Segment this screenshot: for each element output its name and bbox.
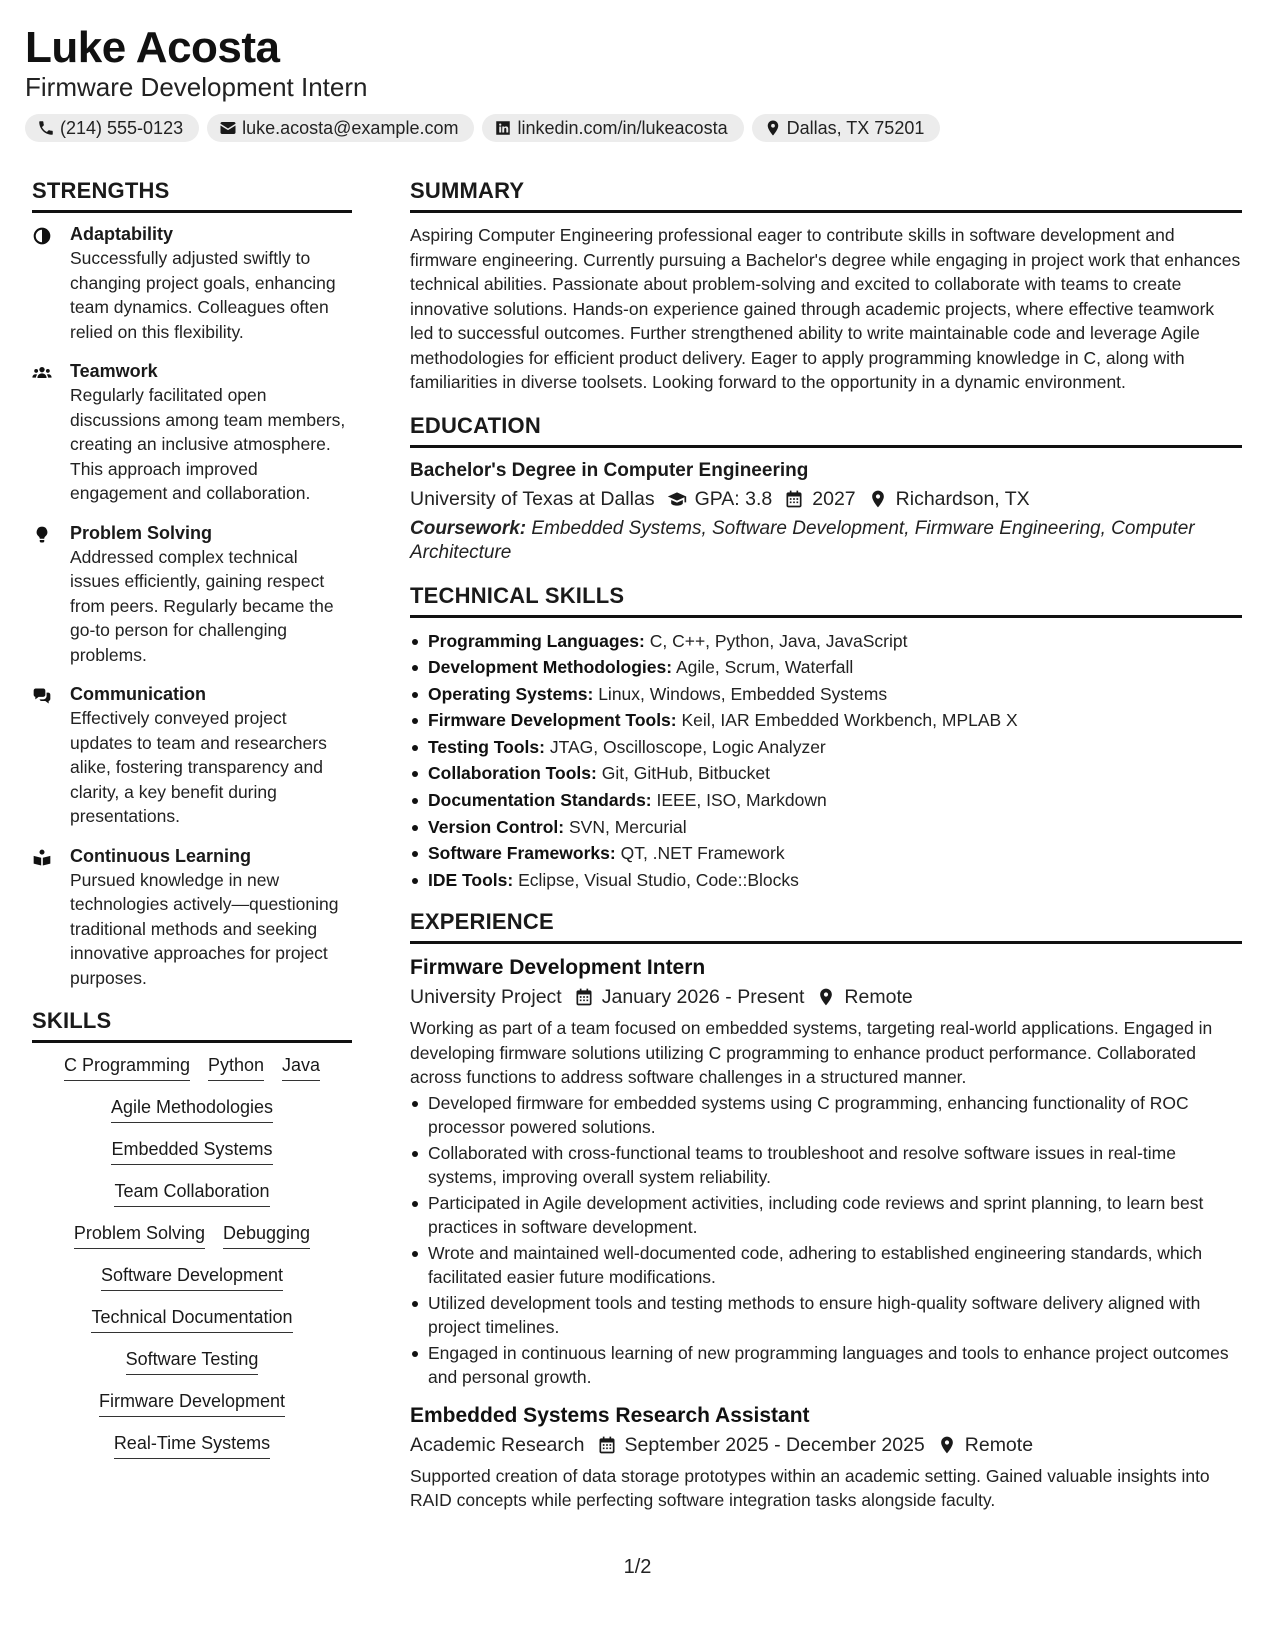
comments-icon [32, 686, 52, 706]
skill-tag: Agile Methodologies [111, 1095, 273, 1123]
skill-value: Git, GitHub, Bitbucket [601, 763, 770, 784]
skill-label: Version Control: [428, 816, 565, 837]
skill-label: Operating Systems: [428, 683, 594, 704]
skill-value: Eclipse, Visual Studio, Code::Blocks [518, 869, 799, 890]
list-item [410, 681, 1242, 708]
list-item [410, 867, 1242, 894]
list-item [410, 840, 1242, 867]
skills-list [32, 1053, 352, 1473]
skill-value: Keil, IAR Embedded Workbench, MPLAB X [681, 710, 1018, 731]
list-item [410, 707, 1242, 734]
contact-linkedin-text: linkedin.com/in/lukeacosta [517, 117, 728, 138]
skill-label: Collaboration Tools: [428, 763, 597, 784]
job-location: Remote [964, 1433, 1034, 1456]
strength-title: Teamwork [70, 361, 158, 381]
strength-title: Problem Solving [70, 522, 213, 543]
job-meta [410, 982, 1242, 1012]
lightbulb-icon [32, 525, 52, 545]
job-bullets [410, 1091, 1242, 1390]
map-pin-icon [764, 119, 782, 137]
phone-icon [37, 119, 55, 137]
degree-title: Bachelor's Degree in Computer Engineering [410, 459, 809, 481]
education-heading: EDUCATION [410, 413, 1242, 448]
map-pin-icon [816, 987, 836, 1007]
skill-tag: Python [208, 1053, 264, 1081]
job-title: Embedded Systems Research Assistant [410, 1403, 810, 1427]
resume-header [25, 22, 1250, 142]
skill-label: Programming Languages: [428, 630, 645, 651]
map-pin-icon [868, 489, 888, 509]
school-location: Richardson, TX [895, 487, 1030, 510]
linkedin-icon [494, 119, 512, 137]
strength-title: Communication [70, 684, 207, 704]
contact-linkedin[interactable] [482, 114, 743, 142]
contact-phone-text: (214) 555-0123 [60, 117, 184, 138]
job-description: Working as part of a team focused on embedded systems, targeting real-world applications. Engaged in developing firmware solutions utilizing C programming to enhance product performance. Collaborated across functions to address software challenges in a structured manner. [410, 1018, 1213, 1088]
strength-item [32, 223, 352, 344]
list-item [410, 654, 1242, 681]
summary-heading: SUMMARY [410, 178, 1242, 213]
experience-entry [410, 954, 1242, 1390]
graduation-cap-icon [667, 489, 687, 509]
coursework-list: Embedded Systems, Software Development, Firmware Engineering, Computer Architecture [410, 517, 1195, 563]
right-column [410, 178, 1242, 1513]
list-item: Participated in Agile development activities, including code reviews and sprint planning, to learn best practices in software development. [410, 1191, 1242, 1240]
skill-label: IDE Tools: [428, 869, 514, 890]
education-meta [410, 484, 1242, 514]
skill-tag: Debugging [223, 1221, 310, 1249]
list-item: Wrote and maintained well-documented code, adhering to established engineering standards, which facilitated easier future modifications. [410, 1241, 1242, 1290]
job-description: Supported creation of data storage prototypes within an academic setting. Gained valuable insights into RAID concepts while perfecting software integration tasks alongside faculty. [410, 1465, 1210, 1511]
grad-year: 2027 [812, 487, 856, 510]
strength-item [32, 683, 352, 829]
job-title: Firmware Development Intern [410, 956, 706, 980]
envelope-icon [219, 119, 237, 137]
list-item [410, 628, 1242, 655]
strengths-heading: STRENGTHS [32, 178, 352, 213]
list-item: Developed firmware for embedded systems using C programming, enhancing functionality of ROC processor powered solutions. [410, 1091, 1242, 1140]
summary-text: Aspiring Computer Engineering professional eager to contribute skills in software development and firmware engineering. Currently pursuing a Bachelor's degree while engaging in project work that enhances technical abilities. Passionate about problem-solving and excited to collaborate with teams to create innovative solutions. Hands-on experience gained through academic projects, where effective teamwork led to successful outcomes. Further strengthened ability to write maintainable code and leverage Agile methodologies for efficient product delivery. Eager to apply programming knowledge in C, along with familiarities in diverse toolsets. Looking forward to the opportunity in a dynamic environment. [410, 225, 1241, 392]
job-location: Remote [844, 986, 913, 1009]
contact-email-text: luke.acosta@example.com [242, 117, 459, 138]
strength-item [32, 360, 352, 506]
list-item [410, 787, 1242, 814]
list-item: Engaged in continuous learning of new programming languages and tools to enhance project outcomes and personal growth. [410, 1341, 1242, 1390]
skill-value: QT, .NET Framework [620, 843, 785, 864]
gpa: GPA: 3.8 [694, 487, 773, 510]
skills-heading: SKILLS [32, 1008, 352, 1043]
job-dates: September 2025 - December 2025 [624, 1433, 925, 1456]
skill-label: Development Methodologies: [428, 657, 673, 678]
skill-tag: Software Development [101, 1263, 283, 1291]
strength-desc: Addressed complex technical issues efficiently, gaining respect from peers. Regularly became the go-to person for challenging problems. [70, 546, 334, 665]
candidate-role: Firmware Development Intern [25, 72, 368, 102]
skill-label: Documentation Standards: [428, 790, 652, 811]
list-item [410, 734, 1242, 761]
school-name: University of Texas at Dallas [410, 487, 655, 510]
skill-label: Firmware Development Tools: [428, 710, 677, 731]
skill-tag: C Programming [64, 1053, 190, 1081]
contact-location [752, 114, 941, 142]
list-item [410, 814, 1242, 841]
left-column [32, 178, 352, 1473]
skill-label: Software Frameworks: [428, 843, 616, 864]
calendar-icon [784, 489, 804, 509]
strength-desc: Pursued knowledge in new technologies actively—questioning traditional methods and seeking innovative approaches for project purposes. [70, 869, 339, 988]
contact-email[interactable] [207, 114, 474, 142]
job-org: University Project [410, 986, 562, 1009]
skill-value: Linux, Windows, Embedded Systems [598, 683, 888, 704]
calendar-icon [597, 1435, 617, 1455]
strength-title: Adaptability [70, 224, 174, 244]
book-reader-icon [32, 848, 52, 868]
page-number: 1/2 [623, 1556, 652, 1578]
skill-tag: Technical Documentation [91, 1305, 292, 1333]
skill-tag: Embedded Systems [111, 1137, 272, 1165]
skill-value: IEEE, ISO, Markdown [656, 790, 827, 811]
contrast-icon [32, 226, 52, 246]
job-meta [410, 1430, 1242, 1460]
skill-tag: Software Testing [126, 1347, 259, 1375]
experience-heading: EXPERIENCE [410, 909, 1242, 944]
job-dates: January 2026 - Present [601, 986, 805, 1009]
skill-tag: Team Collaboration [114, 1179, 269, 1207]
skill-tag: Real-Time Systems [114, 1431, 270, 1459]
strength-desc: Effectively conveyed project updates to team and researchers alike, fostering transparency and clarity, a key benefit during presentations. [70, 708, 327, 826]
job-org: Academic Research [410, 1433, 585, 1456]
contact-phone[interactable] [25, 114, 199, 142]
list-item: Utilized development tools and testing methods to ensure high-quality software delivery aligned with project timelines. [410, 1291, 1242, 1340]
skill-label: Testing Tools: [428, 736, 545, 757]
users-icon [32, 363, 52, 383]
list-item: Collaborated with cross-functional teams to troubleshoot and resolve software issues in real-time systems, improving overall system reliability. [410, 1141, 1242, 1190]
strength-item [32, 845, 352, 991]
strength-desc: Regularly facilitated open discussions among team members, creating an inclusive atmosphere. This approach improved engagement and collaboration. [70, 385, 346, 503]
coursework-label: Coursework: [410, 517, 527, 539]
contact-bar [25, 114, 1250, 142]
map-pin-icon [937, 1435, 957, 1455]
skill-value: SVN, Mercurial [569, 816, 687, 837]
experience-entry [410, 1402, 1242, 1513]
skill-value: C, C++, Python, Java, JavaScript [649, 630, 908, 651]
technical-skills-list [410, 628, 1242, 894]
strength-title: Continuous Learning [70, 845, 251, 866]
list-item [410, 760, 1242, 787]
strength-desc: Successfully adjusted swiftly to changing project goals, enhancing team dynamics. Colleagues often relied on this flexibility. [70, 248, 336, 342]
skill-tag: Problem Solving [74, 1221, 205, 1249]
skill-tag: Java [282, 1053, 320, 1081]
coursework [410, 517, 1242, 565]
strength-item [32, 522, 352, 668]
skill-value: Agile, Scrum, Waterfall [675, 657, 854, 678]
candidate-name: Luke Acosta [25, 23, 280, 72]
skill-tag: Firmware Development [99, 1389, 285, 1417]
technical-skills-heading: TECHNICAL SKILLS [410, 583, 1242, 618]
contact-location-text: Dallas, TX 75201 [786, 117, 925, 138]
skill-value: JTAG, Oscilloscope, Logic Analyzer [549, 736, 826, 757]
calendar-icon [574, 987, 594, 1007]
